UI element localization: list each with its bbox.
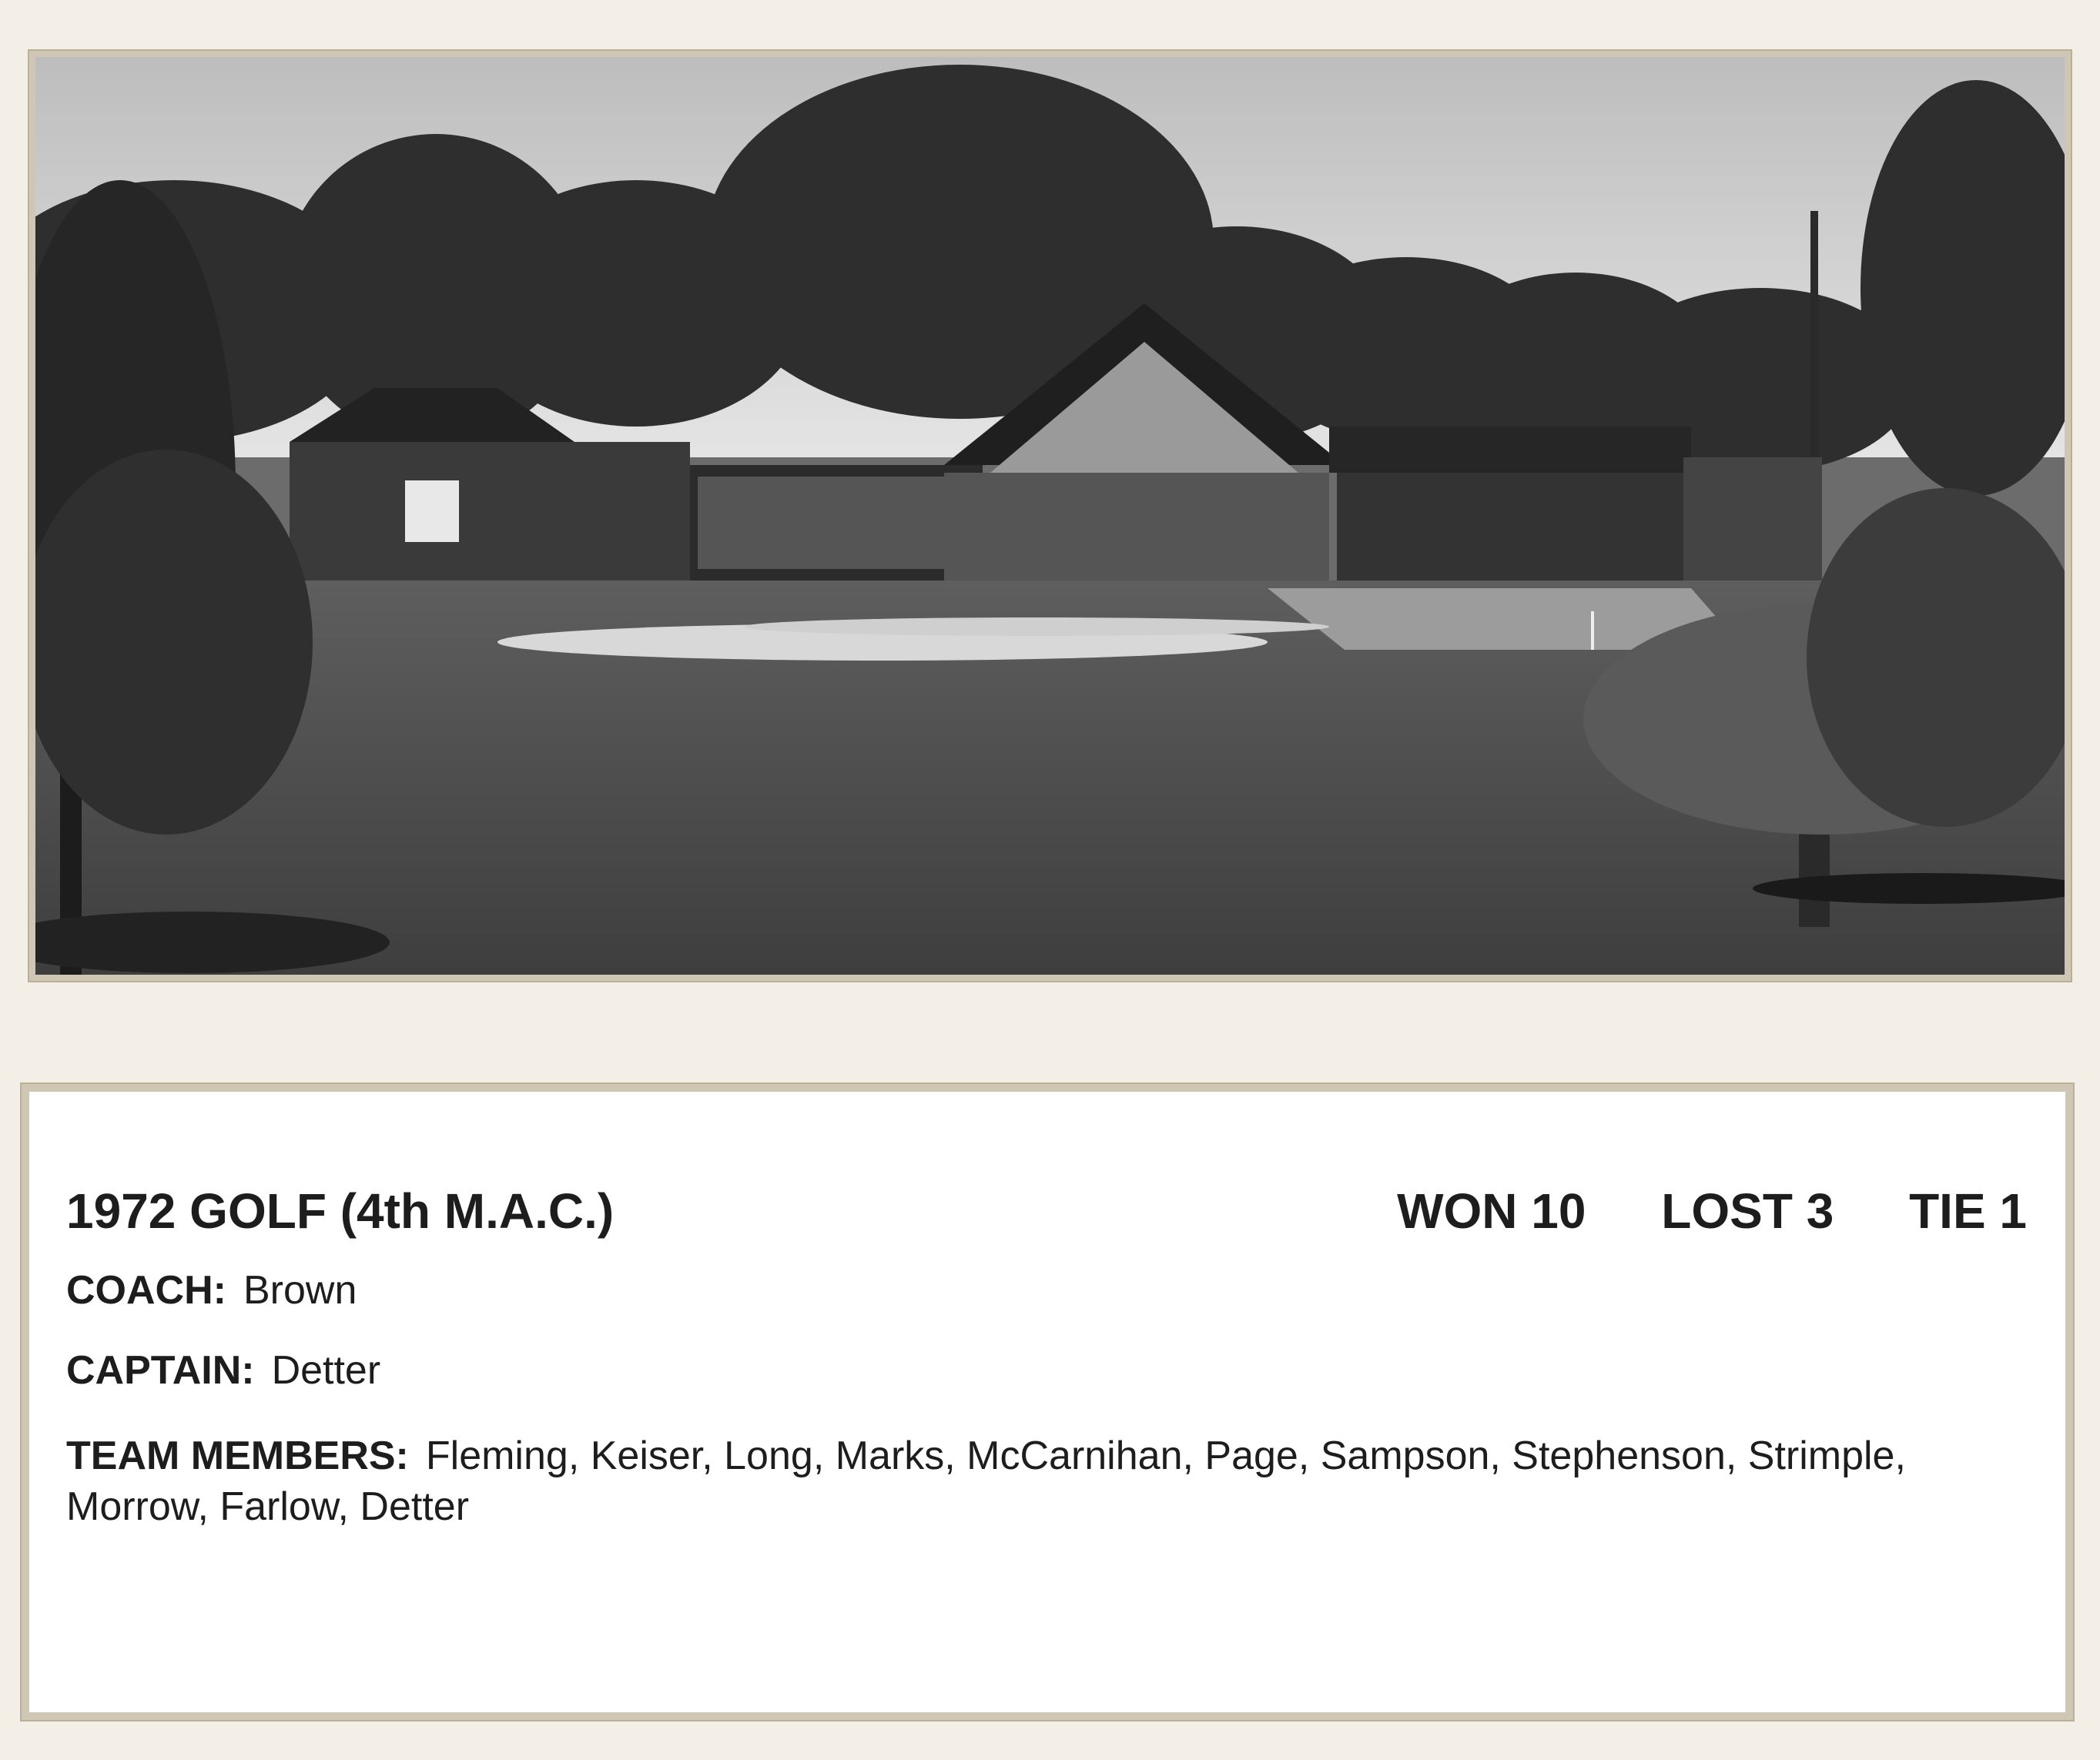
coach-label: COACH: (66, 1268, 226, 1313)
golf-course-illustration (35, 57, 2065, 975)
caption-title: 1972 GOLF (4th M.A.C.) (66, 1183, 615, 1239)
captain-label: CAPTAIN: (66, 1348, 255, 1393)
captain-line (66, 1347, 380, 1394)
members-label: TEAM MEMBERS: (66, 1434, 409, 1478)
sand-bunker-far (744, 617, 1329, 636)
season-record (1397, 1183, 2027, 1240)
captain-name: Detter (271, 1348, 381, 1393)
record-won: WON 10 (1397, 1183, 1586, 1239)
golf-course-photo (35, 57, 2065, 975)
team-members (66, 1430, 2038, 1532)
caption-card (29, 1092, 2065, 1712)
record-lost: LOST 3 (1661, 1183, 1834, 1239)
coach-name: Brown (243, 1268, 357, 1313)
flag-pin (1591, 611, 1594, 650)
caption-frame (22, 1084, 2073, 1720)
coach-line (66, 1267, 357, 1313)
members-list: Fleming, Keiser, Long, Marks, McCarnihan, Page, Sampson, Stephenson, Strimple, Morrow, Farlow, Detter (66, 1434, 1906, 1529)
record-tie: TIE 1 (1909, 1183, 2027, 1239)
photo-frame (29, 51, 2071, 981)
